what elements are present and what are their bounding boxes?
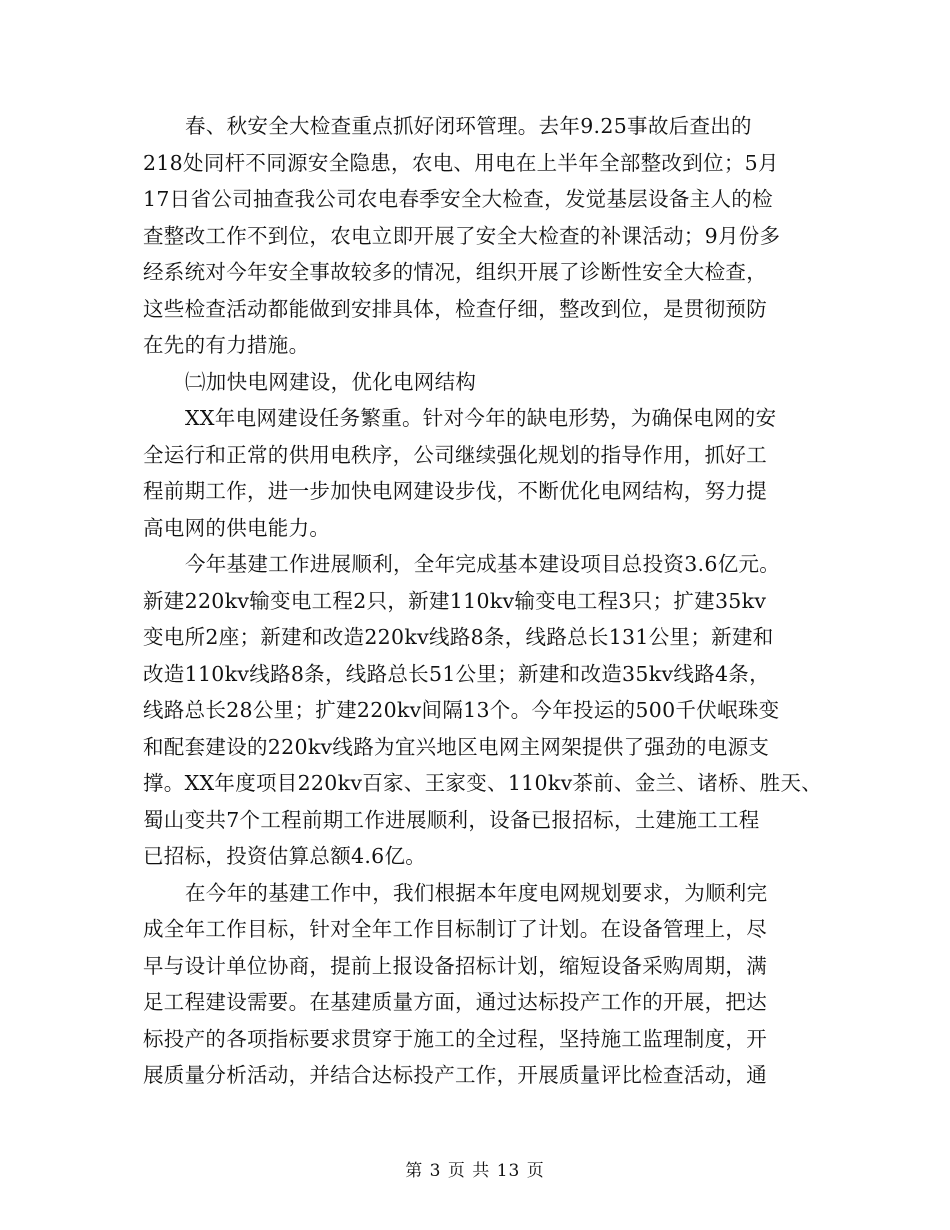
text-line: 展质量分析活动，并结合达标投产工作，开展质量评比检查活动，通 xyxy=(143,1063,767,1087)
text-line: 在今年的基建工作中，我们根据本年度电网规划要求，为顺利完 xyxy=(185,880,768,905)
text-line: 撑。XX年度项目220kv百家、王家变、110kv茶前、金兰、诸桥、胜天、 xyxy=(143,771,823,795)
text-line: 在先的有力措施。 xyxy=(143,333,310,357)
text-line: 线路总长28公里；扩建220kv间隔13个。今年投运的500千伏岷珠变 xyxy=(143,698,780,722)
text-line: 程前期工作，进一步加快电网建设步伐，不断优化电网结构，努力提 xyxy=(143,479,767,503)
text-line: 已招标，投资估算总额4.6亿。 xyxy=(143,844,427,868)
text-line: 变电所2座；新建和改造220kv线路8条，线路总长131公里；新建和 xyxy=(143,625,774,649)
text-line: 经系统对今年安全事故较多的情况，组织开展了诊断性安全大检查， xyxy=(143,260,767,284)
text-line: 足工程建设需要。在基建质量方面，通过达标投产工作的开展，把达 xyxy=(143,990,767,1014)
document-body xyxy=(143,108,823,1094)
text-line: 全运行和正常的供用电秩序，公司继续强化规划的指导作用，抓好工 xyxy=(143,442,767,467)
text-line: 成全年工作目标，针对全年工作目标制订了计划。在设备管理上，尽 xyxy=(143,917,767,941)
text-line: 今年基建工作进展顺利，全年完成基本建设项目总投资3.6亿元。 xyxy=(185,552,781,576)
text-line: 标投产的各项指标要求贯穿于施工的全过程，坚持施工监理制度，开 xyxy=(143,1026,767,1051)
text-line: 高电网的供电能力。 xyxy=(143,515,331,540)
text-line: 和配套建设的220kv线路为宜兴地区电网主网架提供了强劲的电源支 xyxy=(143,734,770,759)
text-line: 改造110kv线路8条，线路总长51公里；新建和改造35kv线路4条， xyxy=(143,661,770,686)
text-line: ㈡加快电网建设，优化电网结构 xyxy=(185,369,477,394)
text-line: 新建220kv输变电工程2只，新建110kv输变电工程3只；扩建35kv xyxy=(143,588,767,613)
text-line: 查整改工作不到位，农电立即开展了安全大检查的补课活动；9月份多 xyxy=(143,223,781,248)
text-line: 早与设计单位协商，提前上报设备招标计划，缩短设备采购周期，满 xyxy=(143,953,767,978)
page-footer: 第 3 页 共 13 页 xyxy=(405,1161,545,1181)
text-line: 蜀山变共7个工程前期工作进展顺利，设备已报招标，土建施工工程 xyxy=(143,807,760,832)
text-line: XX年电网建设任务繁重。针对今年的缺电形势，为确保电网的安 xyxy=(185,406,777,430)
text-line: 这些检查活动都能做到安排具体，检查仔细，整改到位，是贯彻预防 xyxy=(143,296,767,321)
text-line: 218处同杆不同源安全隐患，农电、用电在上半年全部整改到位；5月 xyxy=(143,150,779,175)
text-line: 17日省公司抽查我公司农电春季安全大检查，发觉基层设备主人的检 xyxy=(143,187,773,211)
text-line: 春、秋安全大检查重点抓好闭环管理。去年9.25事故后查出的 xyxy=(185,114,752,138)
